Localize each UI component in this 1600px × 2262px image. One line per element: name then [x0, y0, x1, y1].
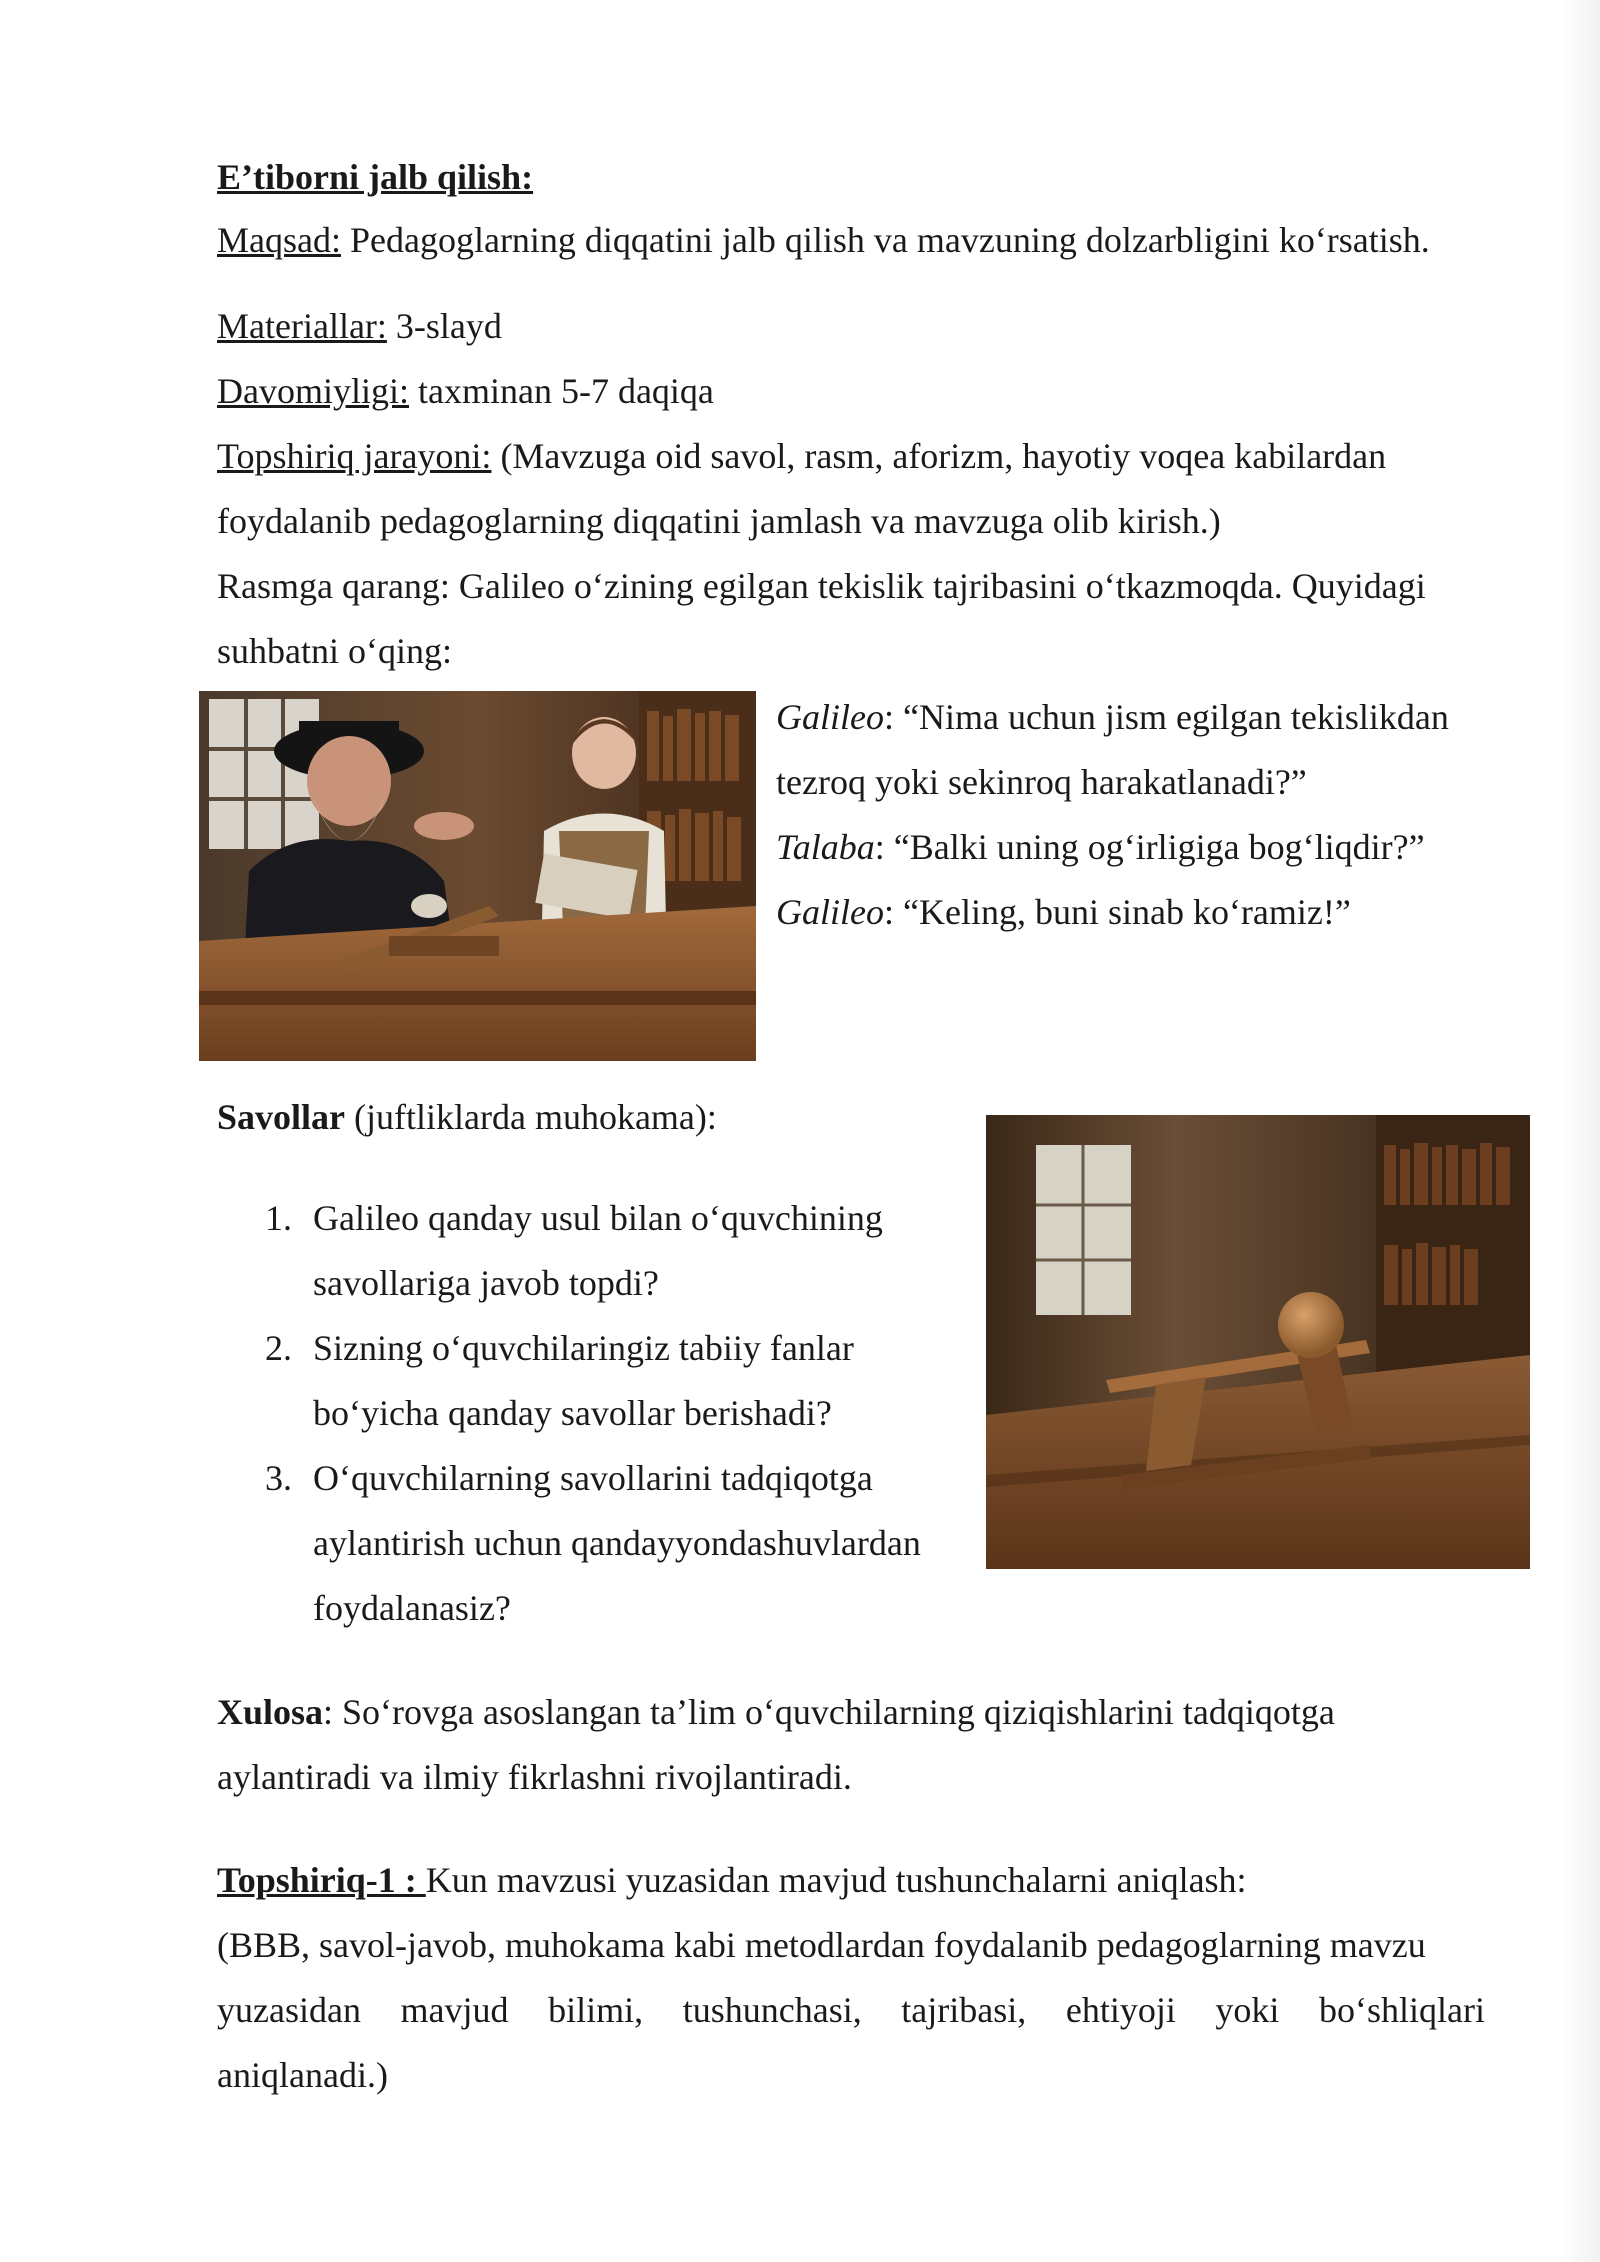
list-item-text: Sizning o‘quvchilaringiz tabiiy fanlar — [313, 1328, 854, 1368]
topshiriq-jarayoni-label: Topshiriq jarayoni: — [217, 436, 492, 476]
speaker-galileo-2: Galileo — [776, 892, 884, 932]
inclined-plane-illustration — [986, 1115, 1530, 1569]
topshiriq-jarayoni-text: (Mavzuga oid savol, rasm, aforizm, hayotiy voqea kabilardan — [491, 436, 1387, 476]
list-item-text: Galileo qanday usul bilan o‘quvchining — [313, 1198, 883, 1238]
savollar-line — [217, 1097, 717, 1137]
speaker-talaba: Talaba — [776, 827, 875, 867]
materiallar-text: 3-slayd — [386, 306, 502, 346]
topshiriq1-text: Kun mavzusi yuzasidan mavjud tushunchalarni aniqlash: — [425, 1860, 1247, 1900]
speaker-galileo-1: Galileo — [776, 697, 884, 737]
section-heading: E’tiborni jalb qilish: — [217, 157, 534, 197]
dialogue-line-4 — [776, 892, 1351, 932]
xulosa-line2: aylantiradi va ilmiy fikrlashni rivojlantiradi. — [217, 1757, 852, 1797]
xulosa-text: : So‘rovga asoslangan ta’lim o‘quvchilarning qiziqishlarini tadqiqotga — [323, 1692, 1335, 1732]
maqsad-label: Maqsad: — [217, 220, 341, 260]
maqsad-text: Pedagoglarning diqqatini jalb qilish va mavzuning dolzarbligini ko‘rsatish. — [340, 220, 1430, 260]
list-item-text: foydalanasiz? — [313, 1588, 511, 1628]
list-item-number: 2. — [265, 1328, 292, 1368]
dialogue-line-2: tezroq yoki sekinroq harakatlanadi?” — [776, 762, 1307, 802]
davomiyligi-label: Davomiyligi: — [217, 371, 409, 411]
topshiriq1-line3: yuzasidan mavjud bilimi, tushunchasi, tajribasi, ehtiyoji yoki bo‘shliqlari — [217, 1990, 1485, 2030]
davomiyligi-line — [217, 371, 714, 411]
galileo-student-photo — [199, 691, 756, 1061]
savollar-text: (juftliklarda muhokama): — [345, 1097, 717, 1137]
page-edge-shadow — [1560, 0, 1600, 2262]
inclined-plane-photo — [986, 1115, 1530, 1569]
dialogue-text-3: : “Balki uning og‘irligiga bog‘liqdir?” — [874, 827, 1425, 867]
dialogue-text-1: : “Nima uchun jism egilgan tekislikdan — [883, 697, 1449, 737]
xulosa-label: Xulosa — [217, 1692, 324, 1732]
topshiriq1-line4: aniqlanadi.) — [217, 2055, 388, 2095]
topshiriq-jarayoni-line2: foydalanib pedagoglarning diqqatini jamlash va mavzuga olib kirish.) — [217, 501, 1221, 541]
topshiriq1-line1 — [217, 1860, 1247, 1900]
list-item-text: bo‘yicha qanday savollar berishadi? — [313, 1393, 832, 1433]
list-item-number: 3. — [265, 1458, 292, 1498]
materiallar-label: Materiallar: — [217, 306, 387, 346]
xulosa-line1 — [217, 1692, 1335, 1732]
list-item-text: savollariga javob topdi? — [313, 1263, 659, 1303]
maqsad-line — [217, 220, 1430, 260]
galileo-photo-illustration — [199, 691, 756, 1061]
davomiyligi-text: taxminan 5-7 daqiqa — [409, 371, 714, 411]
rasmga-line2: suhbatni o‘qing: — [217, 631, 452, 671]
dialogue-text-4: : “Keling, buni sinab ko‘ramiz!” — [883, 892, 1351, 932]
rasmga-line1: Rasmga qarang: Galileo o‘zining egilgan tekislik tajribasini o‘tkazmoqda. Quyidagi — [217, 566, 1426, 606]
dialogue-line-3 — [776, 827, 1425, 867]
materiallar-line — [217, 306, 502, 346]
savollar-label: Savollar — [217, 1097, 346, 1137]
list-item-text: O‘quvchilarning savollarini tadqiqotga — [313, 1458, 873, 1498]
dialogue-line-1 — [776, 697, 1449, 737]
topshiriq1-line2: (BBB, savol-javob, muhokama kabi metodlardan foydalanib pedagoglarning mavzu — [217, 1925, 1426, 1965]
topshiriq-jarayoni-line1 — [217, 436, 1386, 476]
topshiriq1-label: Topshiriq-1 : — [217, 1860, 426, 1900]
list-item-text: aylantirish uchun qandayyondashuvlardan — [313, 1523, 921, 1563]
list-item-number: 1. — [265, 1198, 292, 1238]
